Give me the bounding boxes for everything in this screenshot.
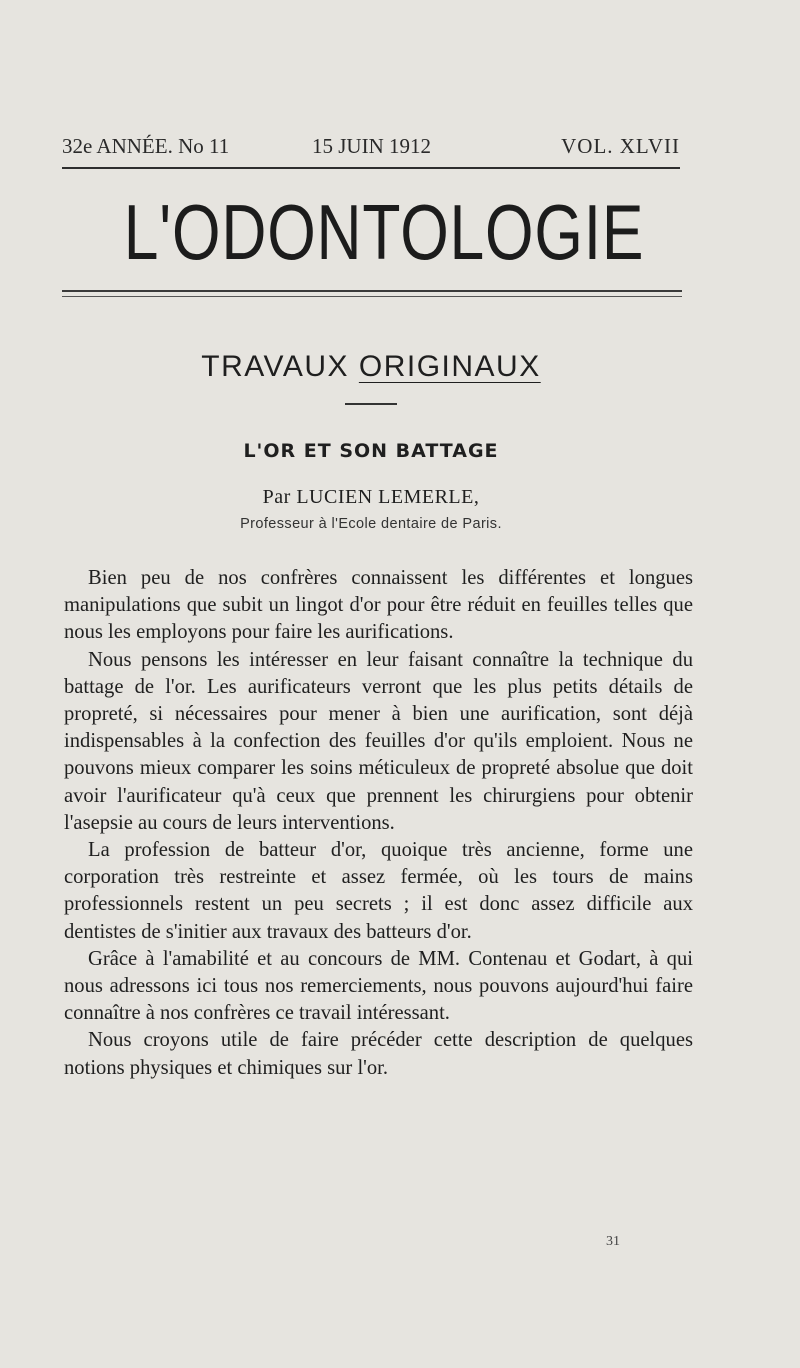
author-affiliation: Professeur à l'Ecole dentaire de Paris. xyxy=(240,516,502,532)
article-author: Par LUCIEN LEMERLE, xyxy=(262,486,480,508)
journal-title: L'ODONTOLOGIE xyxy=(123,188,645,276)
section-heading-word2: ORIGINAUX xyxy=(358,350,541,383)
issue-header xyxy=(62,134,680,164)
header-rule xyxy=(62,167,680,169)
section-heading-word1: TRAVAUX xyxy=(201,350,350,383)
section-heading xyxy=(62,350,680,384)
title-rule-thick xyxy=(62,290,682,292)
paragraph: Nous croyons utile de faire précéder cette description de quelques notions physiques et chimiques sur l'or. xyxy=(64,1029,693,1079)
volume-label: VOL. XLVII xyxy=(561,134,680,158)
section-divider xyxy=(345,403,397,405)
paragraph: Grâce à l'amabilité et au concours de MM. Contenau et Godart, à qui nous adressons ici tous nos remerciements, nous pouvons aujourd'hui faire connaître à nos confrères ce travail intéressant. xyxy=(64,947,693,1025)
article-title: L'OR ET SON BATTAGE xyxy=(243,440,499,462)
title-rule-thin xyxy=(62,296,682,297)
paragraph: La profession de batteur d'or, quoique très ancienne, forme une corporation très restreinte et assez fermée, où les tours de mains professionnels restent un peu secrets ; il est donc assez difficile aux dentistes de s'initier aux travaux des batteurs d'or. xyxy=(64,839,693,943)
paragraph: Bien peu de nos confrères connaissent les différentes et longues manipulations que subit un lingot d'or pour être réduit en feuilles telles que nous les employons pour faire les aurifications. xyxy=(64,567,693,644)
paragraph: Nous pensons les intéresser en leur faisant connaître la technique du battage de l'or. Les aurificateurs verront que les plus petits détails de propreté, si nécessaires pour mener à bien une aurification, sont déjà indispensables à la confection des feuilles d'or qu'ils emploient. Nous ne pouvons mieux comparer les soins méticuleux de propreté absolue que doit avoir l'aurificateur qu'à ceux que prennent les chirurgiens pour obtenir l'asepsie au cours de leurs interventions. xyxy=(64,648,693,834)
issue-date: 15 JUIN 1912 xyxy=(312,134,431,158)
article-body xyxy=(64,565,693,1082)
page-number: 31 xyxy=(606,1234,620,1249)
year-issue-label: 32e ANNÉE. No 11 xyxy=(62,134,230,158)
